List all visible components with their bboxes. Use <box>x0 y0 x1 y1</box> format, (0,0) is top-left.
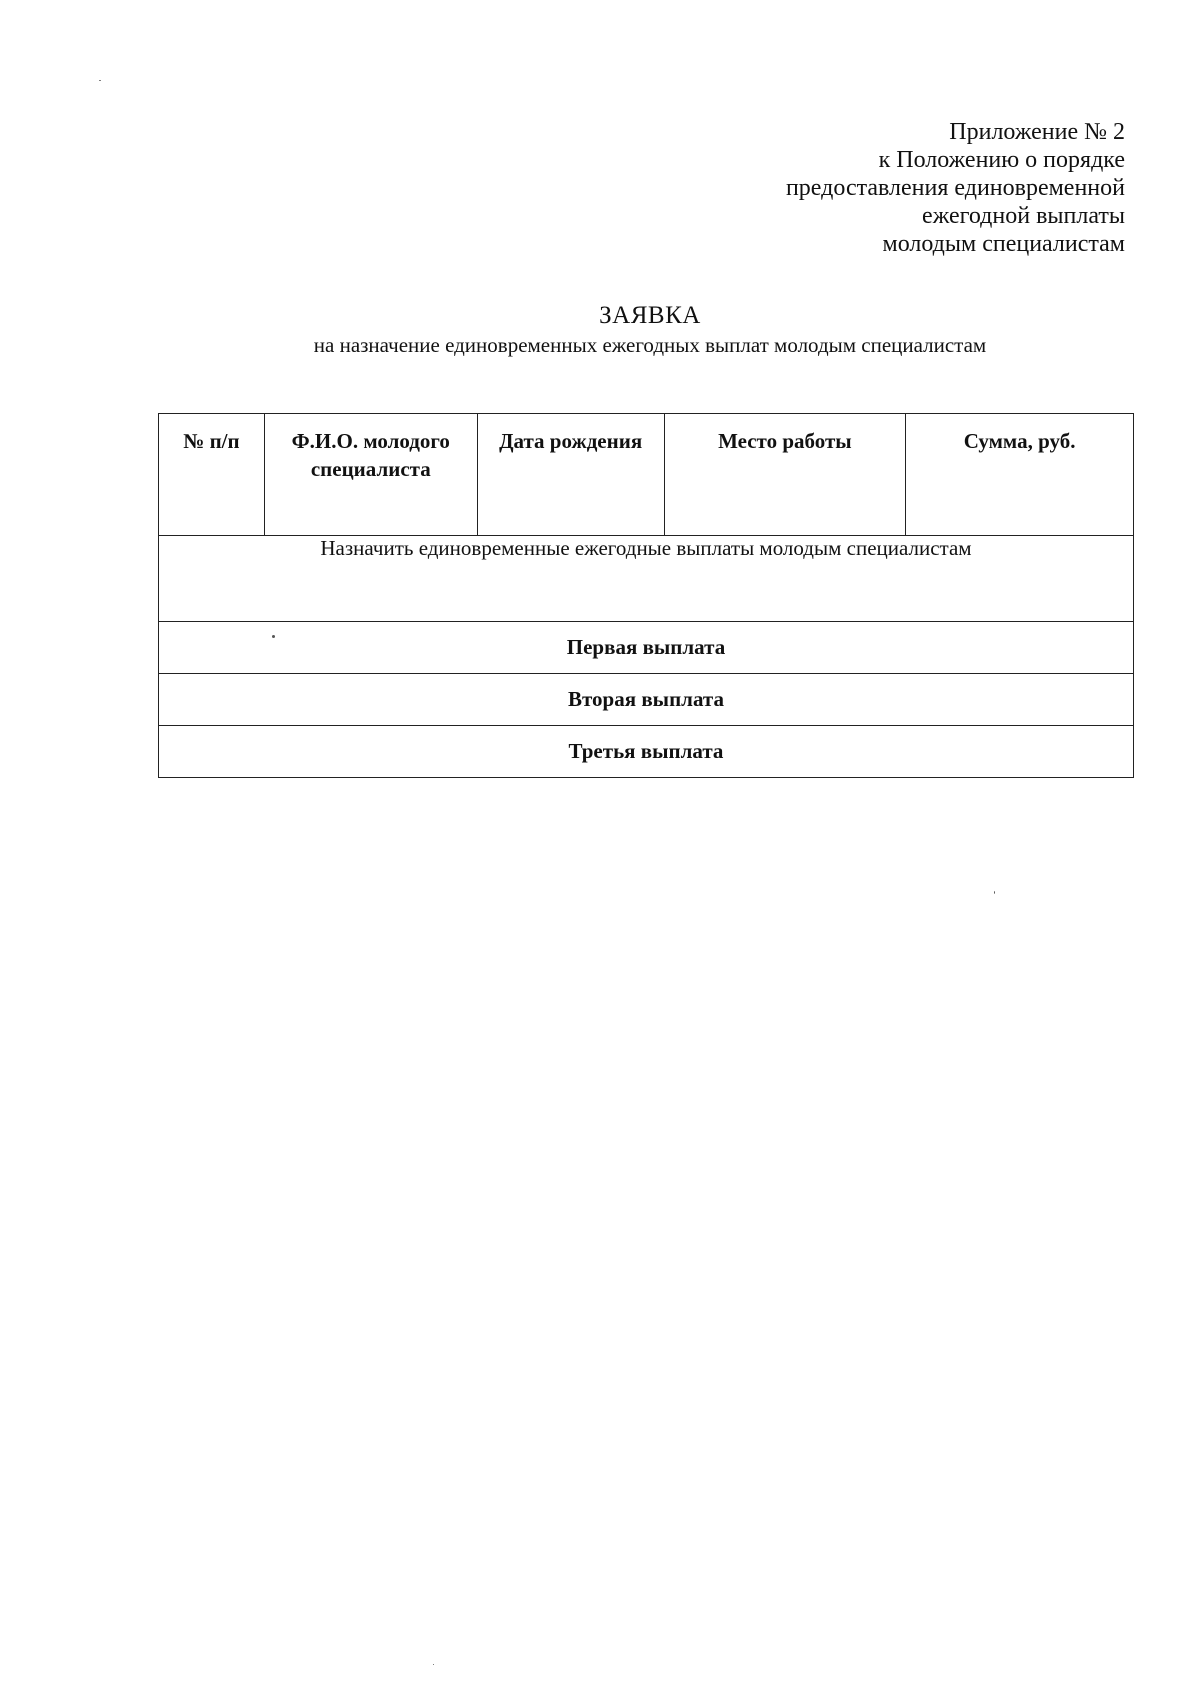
document-subtitle: на назначение единовременных ежегодных выплат молодым специалистам <box>313 333 987 357</box>
header-number: № п/п <box>159 414 265 536</box>
table-row <box>159 726 1134 778</box>
table-row <box>159 674 1134 726</box>
table-row <box>159 622 1134 674</box>
appendix-line: ежегодной выплаты <box>922 203 1125 229</box>
third-payment-cell: Третья выплата <box>159 726 1134 778</box>
appendix-line: предоставления единовременной <box>785 175 1125 201</box>
appendix-block <box>786 118 1125 258</box>
request-table <box>158 413 1134 778</box>
table-header-row <box>159 414 1134 536</box>
document-title: ЗАЯВКА <box>599 302 701 329</box>
scan-speck <box>99 80 101 81</box>
scan-speck <box>433 1664 434 1665</box>
header-workplace: Место работы <box>664 414 906 536</box>
appendix-line: Приложение № 2 <box>949 119 1125 145</box>
scan-speck <box>272 635 275 638</box>
table-row <box>159 536 1134 622</box>
assign-payments-cell: Назначить единовременные ежегодные выплаты молодым специалистам <box>159 536 1134 622</box>
header-amount: Сумма, руб. <box>906 414 1134 536</box>
appendix-line: молодым специалистам <box>882 231 1125 257</box>
header-full-name: Ф.И.О. молодого специалиста <box>264 414 477 536</box>
first-payment-cell: Первая выплата <box>159 622 1134 674</box>
second-payment-cell: Вторая выплата <box>159 674 1134 726</box>
header-birth-date: Дата рождения <box>477 414 664 536</box>
scan-speck <box>994 891 995 894</box>
appendix-line: к Положению о порядке <box>878 147 1125 173</box>
